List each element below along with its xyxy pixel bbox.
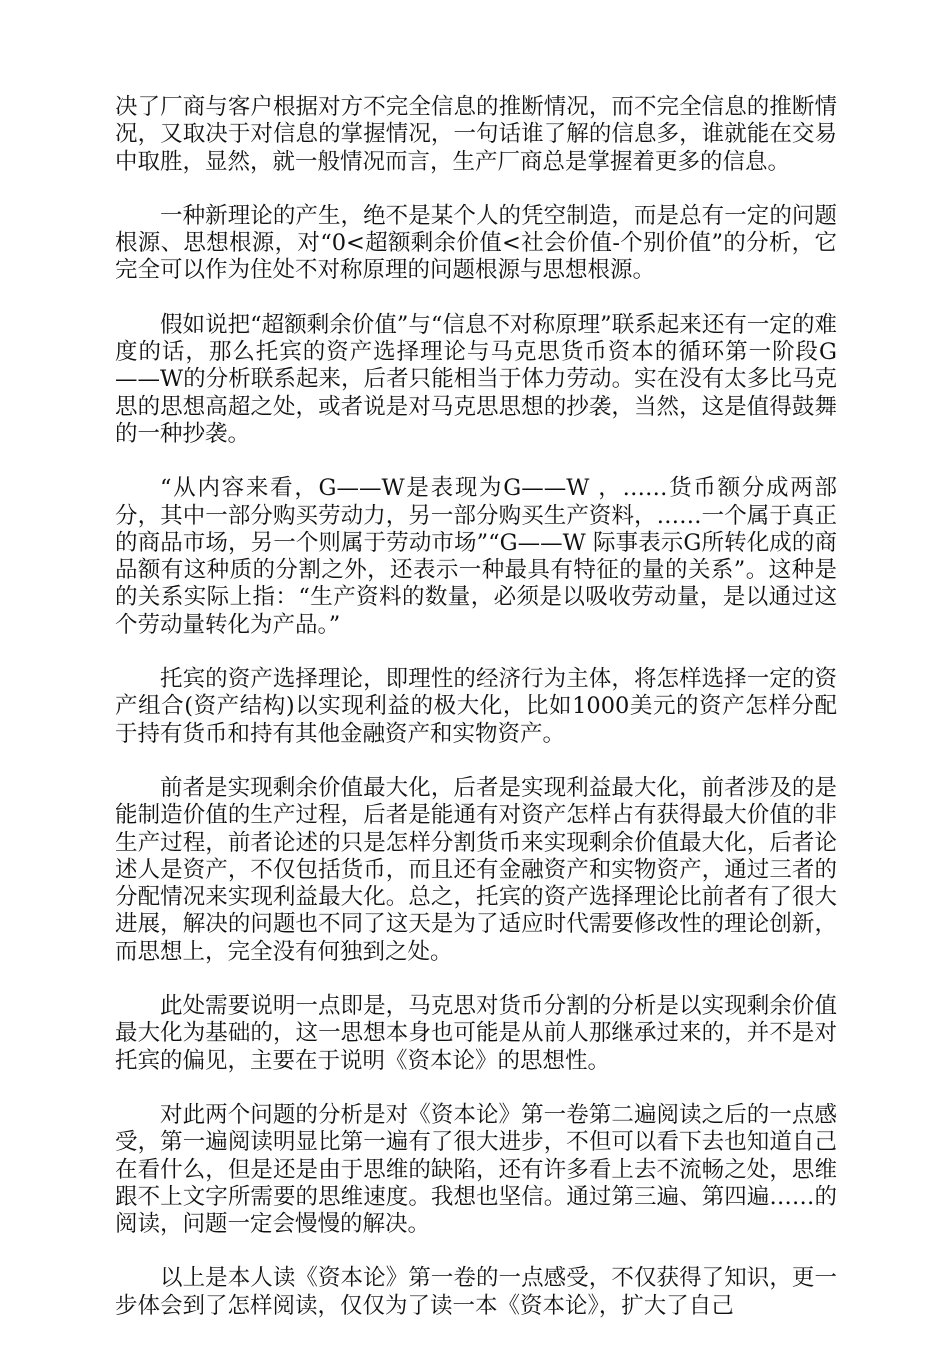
- paragraph-2: 一种新理论的产生，绝不是某个人的凭空制造，而是总有一定的问题根源、思想根源，对“0<超额剩余价值<社会价值-个别价值”的分析，它完全可以作为住处不对称原理的问题根源与思想根源。: [115, 202, 837, 284]
- paragraph-6: 前者是实现剩余价值最大化，后者是实现利益最大化，前者涉及的是能制造价值的生产过程，后者是能通有对资产怎样占有获得最大价值的非生产过程，前者论述的只是怎样分割货币来实现剩余价值最大化，后者论述人是资产，不仅包括货币，而且还有金融资产和实物资产，通过三者的分配情况来实现利益最大化。总之，托宾的资产选择理论比前者有了很大进展，解决的问题也不同了这天是为了适应时代需要修改性的理论创新，而思想上，完全没有何独到之处。: [115, 774, 837, 965]
- paragraph-3: 假如说把“超额剩余价值”与“信息不对称原理”联系起来还有一定的难度的话，那么托宾的资产选择理论与马克思货币资本的循环第一阶段G——W的分析联系起来，后者只能相当于体力劳动。实在没有太多比马克思的思想高超之处，或者说是对马克思思想的抄袭，当然，这是值得鼓舞的一种抄袭。: [115, 311, 837, 447]
- paragraph-7: 此处需要说明一点即是，马克思对货币分割的分析是以实现剩余价值最大化为基础的，这一思想本身也可能是从前人那继承过来的，并不是对托宾的偏见，主要在于说明《资本论》的思想性。: [115, 993, 837, 1074]
- paragraph-4: “从内容来看，G——W是表现为G——W ，……货币额分成两部分，其中一部分购买劳动力，另一部分购买生产资料，……一个属于真正的商品市场，另一个则属于劳动市场”“G——W 际事表示G所转化成的商品额有这种质的分割之外，还表示一种最具有特征的量的关系”。这种是的关系实际上指：“生产资料的数量，必须是以吸收劳动量，是以通过这个劳动量转化为产品。”: [115, 475, 837, 638]
- paragraph-1: 决了厂商与客户根据对方不完全信息的推断情况，而不完全信息的推断情况，又取决于对信息的掌握情况，一句话谁了解的信息多，谁就能在交易中取胜，显然，就一般情况而言，生产厂商总是掌握着更多的信息。: [115, 94, 837, 175]
- paragraph-8: 对此两个问题的分析是对《资本论》第一卷第二遍阅读之后的一点感受，第一遍阅读明显比第一遍有了很大进步，不但可以看下去也知道自己在看什么，但是还是由于思维的缺陷，还有许多看上去不流畅之处，思维跟不上文字所需要的思维速度。我想也坚信。通过第三遍、第四遍……的阅读，问题一定会慢慢的解决。: [115, 1101, 837, 1238]
- paragraph-5: 托宾的资产选择理论，即理性的经济行为主体，将怎样选择一定的资产组合(资产结构)以实现利益的极大化，比如1000美元的资产怎样分配于持有货币和持有其他金融资产和实物资产。: [115, 666, 837, 747]
- document-page: [115, 94, 837, 1347]
- paragraph-9: 以上是本人读《资本论》第一卷的一点感受，不仅获得了知识，更一步体会到了怎样阅读，仅仅为了读一本《资本论》，扩大了自己: [115, 1265, 837, 1319]
